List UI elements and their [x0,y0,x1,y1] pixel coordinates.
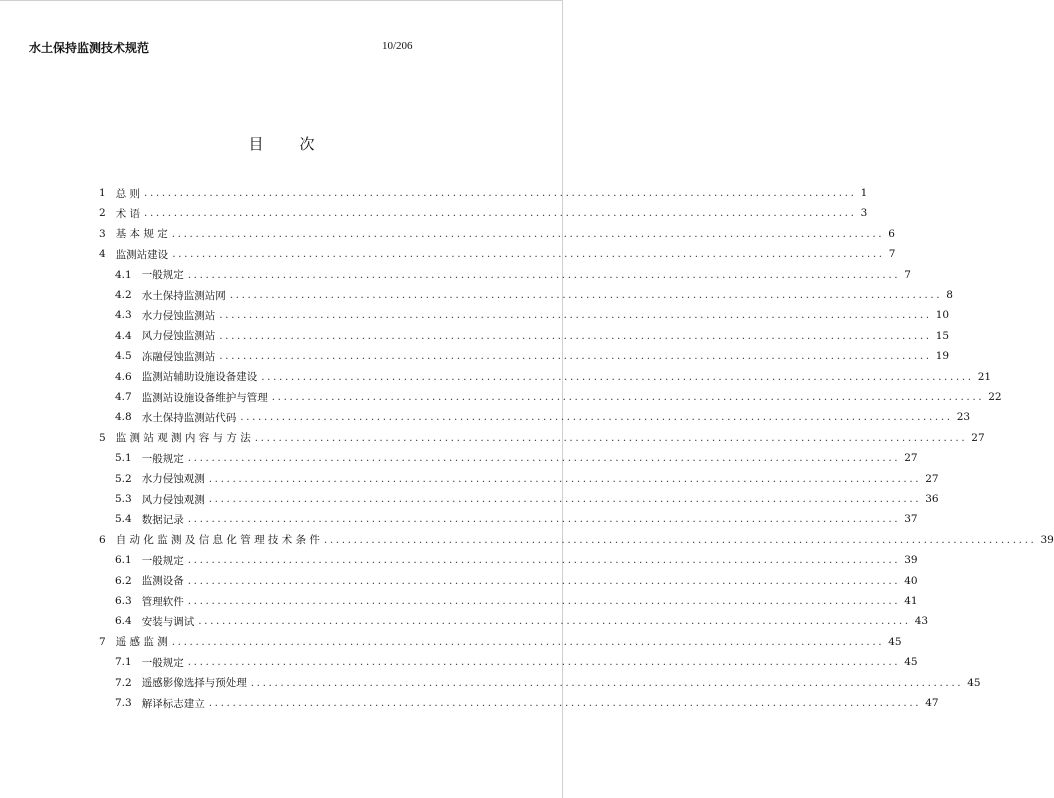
toc-entry-number: 4.8 [115,411,132,424]
toc-entry[interactable] [115,489,939,509]
toc-entry[interactable] [115,550,918,570]
toc-entry-page: 7 [904,268,911,281]
toc-leader-dots: ........................................................................................................................ [208,697,922,709]
toc-entry-number: 7.2 [115,676,132,689]
toc-entry-label: 水力侵蚀监测站 [141,309,216,322]
toc-entry-number: 4.5 [115,350,132,363]
toc-entry[interactable] [115,652,918,672]
toc-entry[interactable] [115,509,918,529]
page-indicator: 10/206 [382,40,413,52]
toc-entry-label: 风力侵蚀观测 [141,493,205,506]
toc-entry[interactable] [99,183,868,203]
toc-entry-label: 基 本 规 定 [115,228,168,241]
toc-entry-number: 5.4 [115,513,132,526]
page-top-border [0,0,563,1]
toc-entry-label: 遥感影像选择与预处理 [141,677,247,690]
toc-entry-label: 一般规定 [141,269,184,282]
toc-leader-dots: ........................................................................................................................ [208,472,922,485]
toc-entry-number: 6 [99,533,106,546]
toc-entry[interactable] [99,428,985,448]
toc-entry-label: 遥 感 监 测 [115,636,168,649]
document-header-title: 水土保持监测技术规范 [29,41,150,55]
toc-entry[interactable] [115,285,953,305]
toc-entry-page: 45 [888,635,902,648]
toc-leader-dots: ........................................................................................................................ [229,289,943,301]
toc-entry-label: 术 语 [115,207,141,220]
toc-entry-page: 7 [888,248,896,261]
toc-entry-number: 4.7 [115,391,132,403]
toc-entry-page: 39 [904,554,918,567]
toc-leader-dots: ........................................................................................................................ [323,533,1037,546]
toc-entry-page: 47 [925,697,939,709]
toc-entry-page: 19 [935,350,950,363]
toc-leader-dots: ........................................................................................................................ [187,452,901,465]
toc-entry-page: 10 [935,309,950,322]
toc-entry[interactable] [115,469,939,489]
toc-entry-number: 1 [99,187,106,199]
toc-entry-page: 22 [988,391,1002,403]
toc-entry-number: 4.3 [115,309,132,322]
toc-entry-page: 21 [977,370,992,383]
toc-entry-number: 5.3 [115,493,132,505]
toc-entry-label: 解译标志建立 [141,697,205,710]
toc-entry-label: 安装与调试 [141,615,195,628]
toc-leader-dots: ........................................................................................................................ [187,513,901,526]
toc-entry-label: 总 则 [115,187,141,200]
toc-entry-label: 监 测 站 观 测 内 容 与 方 法 [115,432,251,445]
toc-entry-page: 27 [904,452,918,465]
toc-entry[interactable] [115,407,971,427]
toc-entry-page: 41 [904,595,918,607]
toc-leader-dots: ........................................................................................................................ [187,656,901,669]
toc-entry-number: 5.1 [115,452,132,465]
toc-entry-number: 6.1 [115,554,132,567]
toc-entry-number: 3 [99,227,106,240]
toc-entry-page: 39 [1040,533,1054,546]
toc-entry-page: 43 [914,615,929,628]
toc-entry[interactable] [115,367,992,387]
toc-entry[interactable] [115,326,950,346]
toc-entry-page: 3 [860,207,868,220]
toc-entry[interactable] [99,632,902,652]
toc-entry-page: 27 [971,431,985,444]
toc-entry-page: 45 [904,656,918,669]
toc-entry-label: 自 动 化 监 测 及 信 息 化 管 理 技 术 条 件 [115,534,320,547]
toc-entry-page: 45 [967,676,981,689]
toc-entry-number: 5.2 [115,472,132,485]
toc-entry-number: 7 [99,635,106,648]
toc-title: 目次 [248,135,351,153]
toc-leader-dots: ........................................................................................................................ [208,493,922,505]
toc-leader-dots: ........................................................................................................................ [271,391,985,403]
toc-entry[interactable] [115,611,929,631]
toc-leader-dots: ........................................................................................................................ [172,248,885,261]
toc-leader-dots: ........................................................................................................................ [144,207,857,220]
toc-entry-label: 监测站建设 [115,248,169,261]
toc-entry-number: 6.3 [115,595,132,607]
toc-entry-page: 37 [904,513,918,526]
toc-entry-number: 4.6 [115,370,132,383]
toc-entry-label: 监测设备 [141,575,184,588]
toc-entry-page: 15 [935,329,950,342]
toc-entry-number: 4.4 [115,329,132,342]
toc-entry-label: 一般规定 [141,554,184,567]
toc-entry[interactable] [99,224,895,244]
toc-entry[interactable] [115,448,918,468]
toc-leader-dots: ........................................................................................................................ [219,309,932,322]
toc-entry-number: 4.2 [115,289,132,301]
toc-entry[interactable] [115,387,1002,407]
toc-leader-dots: ........................................................................................................................ [250,676,964,689]
toc-entry-label: 监测站设施设备维护与管理 [141,391,268,404]
toc-entry-page: 27 [925,472,939,485]
toc-entry-page: 1 [860,187,868,199]
toc-leader-dots: ........................................................................................................................ [198,615,911,628]
toc-entry-page: 36 [925,493,939,505]
toc-entry-label: 冻融侵蚀监测站 [141,350,216,363]
toc-leader-dots: ........................................................................................................................ [187,554,901,567]
toc-leader-dots: ........................................................................................................................ [187,574,901,587]
toc-leader-dots: ........................................................................................................................ [254,431,968,444]
toc-entry-page: 6 [888,227,895,240]
toc-entry[interactable] [99,530,1054,550]
toc-entry[interactable] [99,244,896,264]
toc-entry[interactable] [99,203,868,223]
toc-entry-number: 7.3 [115,697,132,709]
toc-entry-number: 6.2 [115,574,132,587]
toc-entry-label: 一般规定 [141,656,184,669]
toc-entry-number: 4 [99,248,106,261]
toc-entry-number: 7.1 [115,656,132,669]
toc-entry-page: 40 [904,574,918,587]
toc-entry[interactable] [115,265,911,285]
toc-entry-label: 水土保持监测站网 [141,289,226,302]
toc-entry-number: 2 [99,207,106,220]
toc-entry-label: 水力侵蚀观测 [141,473,205,486]
toc-leader-dots: ........................................................................................................................ [187,268,901,281]
toc-entry-page: 8 [946,289,953,301]
toc-entry-label: 监测站辅助设施设备建设 [141,371,258,384]
toc-entry-label: 风力侵蚀监测站 [141,330,216,343]
toc-leader-dots: ........................................................................................................................ [144,187,857,199]
toc-leader-dots: ........................................................................................................................ [261,370,974,383]
toc-leader-dots: ........................................................................................................................ [240,411,953,424]
toc-entry[interactable] [115,591,918,611]
toc-entry[interactable] [115,673,981,693]
toc-entry-label: 一般规定 [141,452,184,465]
toc-leader-dots: ........................................................................................................................ [171,635,885,648]
toc-entry-page: 23 [956,411,971,424]
toc-leader-dots: ........................................................................................................................ [187,595,901,607]
toc-entry[interactable] [115,571,918,591]
toc-entry-label: 管理软件 [141,595,184,608]
toc-entry-number: 5 [99,431,106,444]
toc-leader-dots: ........................................................................................................................ [171,227,885,240]
toc-entry-number: 4.1 [115,268,132,281]
toc-entry-label: 水土保持监测站代码 [141,411,237,424]
toc-entry[interactable] [115,346,950,366]
toc-entry[interactable] [115,305,950,325]
toc-entry[interactable] [115,693,939,713]
toc-entry-number: 6.4 [115,615,132,628]
toc-entry-label: 数据记录 [141,513,184,526]
toc-leader-dots: ........................................................................................................................ [219,350,932,363]
toc-leader-dots: ........................................................................................................................ [219,329,932,342]
